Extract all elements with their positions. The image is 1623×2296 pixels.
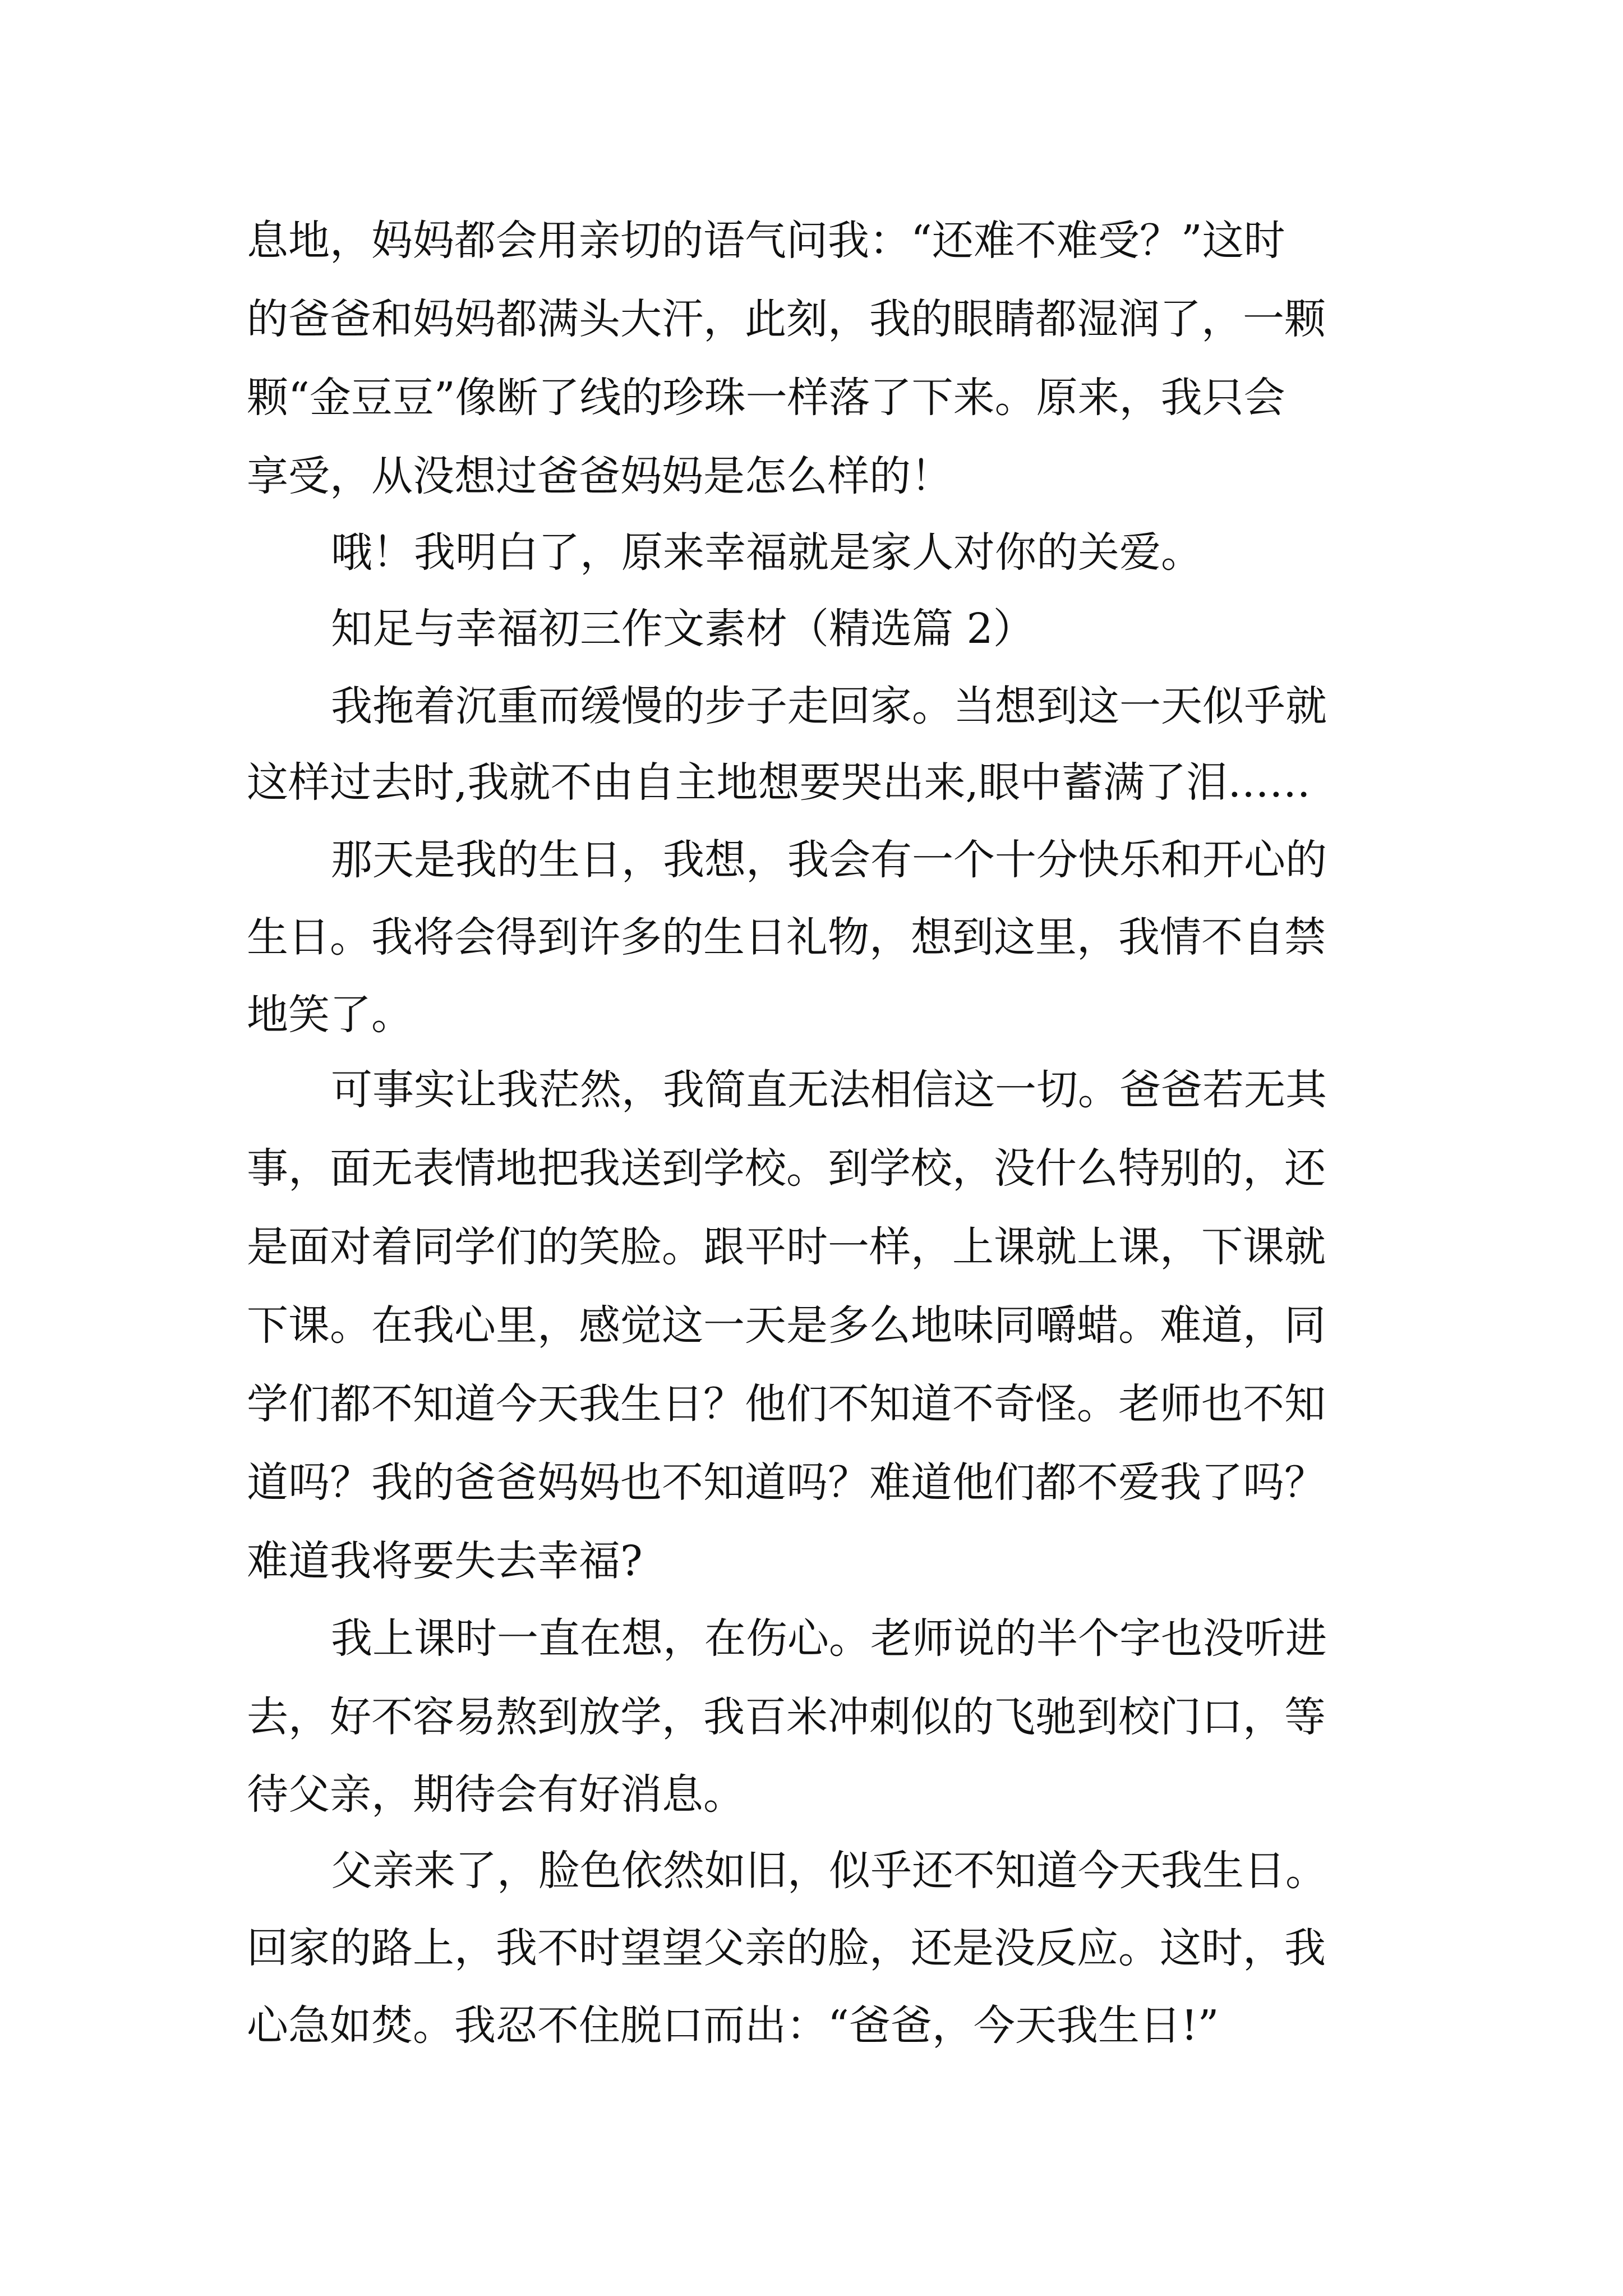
body-text-line: 难道我将要失去幸福? — [247, 1537, 643, 1585]
body-text-line: 地笑了。 — [247, 991, 413, 1039]
body-text-line: 回家的路上，我不时望望父亲的脸，还是没反应。这时，我 — [247, 1924, 1326, 1972]
body-text-line: 待父亲，期待会有好消息。 — [247, 1770, 745, 1819]
body-text-line: 我上课时一直在想，在伤心。老师说的半个字也没听进 — [331, 1614, 1327, 1663]
body-text-line: 的爸爸和妈妈都满头大汗，此刻，我的眼睛都湿润了，一颗 — [247, 295, 1326, 343]
body-text-line: 学们都不知道今天我生日？他们不知道不奇怪。老师也不知 — [247, 1380, 1326, 1428]
body-text-line: 哦！我明白了，原来幸福就是家人对你的关爱。 — [331, 528, 1202, 577]
section-heading: 知足与幸福初三作文素材（精选篇 2） — [331, 605, 1035, 653]
body-text-line: 父亲来了，脸色依然如旧，似乎还不知道今天我生日。 — [331, 1847, 1327, 1895]
body-text-line: 息地，妈妈都会用亲切的语气问我：“还难不难受？”这时 — [247, 217, 1285, 265]
body-text-line: 下课。在我心里，感觉这一天是多么地味同嚼蜡。难道，同 — [247, 1301, 1326, 1350]
body-text-line: 去，好不容易熬到放学，我百米冲刺似的飞驰到校门口，等 — [247, 1693, 1326, 1741]
body-text-line: 是面对着同学们的笑脸。跟平时一样，上课就上课，下课就 — [247, 1223, 1326, 1271]
body-text-line: 这样过去时,我就不由自主地想要哭出来,眼中蓄满了泪…… — [247, 758, 1311, 807]
body-text-line: 心急如焚。我忍不住脱口而出：“爸爸，今天我生日!” — [247, 2001, 1219, 2050]
body-text-line: 我拖着沉重而缓慢的步子走回家。当想到这一天似乎就 — [331, 682, 1327, 730]
body-text-line: 可事实让我茫然，我简直无法相信这一切。爸爸若无其 — [331, 1066, 1327, 1114]
body-text-line: 事，面无表情地把我送到学校。到学校，没什么特别的，还 — [247, 1144, 1326, 1193]
body-text-line: 生日。我将会得到许多的生日礼物，想到这里，我情不自禁 — [247, 913, 1326, 961]
body-text-line: 享受，从没想过爸爸妈妈是怎么样的！ — [247, 452, 952, 500]
body-text-line: 道吗？我的爸爸妈妈也不知道吗？难道他们都不爱我了吗？ — [247, 1458, 1326, 1507]
body-text-line: 那天是我的生日，我想，我会有一个十分快乐和开心的 — [331, 836, 1327, 884]
body-text-line: 颗“金豆豆”像断了线的珍珠一样落了下来。原来，我只会 — [247, 374, 1285, 422]
